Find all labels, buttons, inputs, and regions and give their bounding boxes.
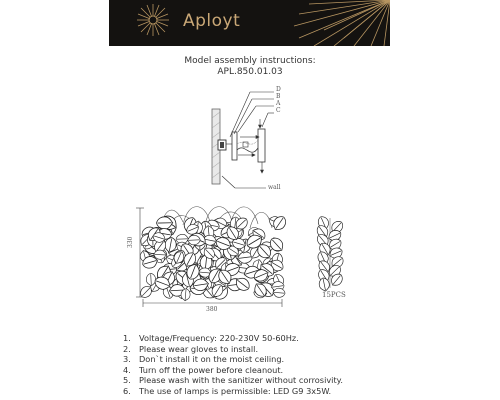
callout-d: D xyxy=(276,86,281,93)
instructions-list xyxy=(123,333,343,396)
wall-mount-diagram xyxy=(212,92,274,188)
page-title: Model assembly instructions: xyxy=(184,56,316,66)
instruction-item: 6. The use of lamps is permissible: LED G9 3x5W. xyxy=(123,385,332,396)
instruction-item: 4. Turn off the power before cleanout. xyxy=(123,364,284,375)
leaf-cluster xyxy=(138,213,289,302)
instruction-item: 1. Voltage/Frequency: 220-230V 50-60Hz. xyxy=(123,333,299,343)
instruction-item: 2. Please wear gloves to install. xyxy=(123,343,259,354)
instruction-item: 3. Don`t install it on the moist ceiling. xyxy=(123,354,285,364)
wall-label: wall xyxy=(268,184,281,191)
leaf-strand xyxy=(315,215,346,292)
callout-c: C xyxy=(276,107,281,114)
pieces-label: 15PCS xyxy=(322,291,346,299)
callout-a: A xyxy=(276,100,281,107)
callout-b: B xyxy=(276,93,281,100)
brand-logo: Aployt xyxy=(183,11,241,31)
model-number: APL.850.01.03 xyxy=(217,67,283,77)
width-dimension: 380 xyxy=(206,306,218,313)
height-dimension: 330 xyxy=(127,236,134,248)
instruction-item: 5. Please wash with the sanitizer without corrosivity. xyxy=(123,375,343,385)
